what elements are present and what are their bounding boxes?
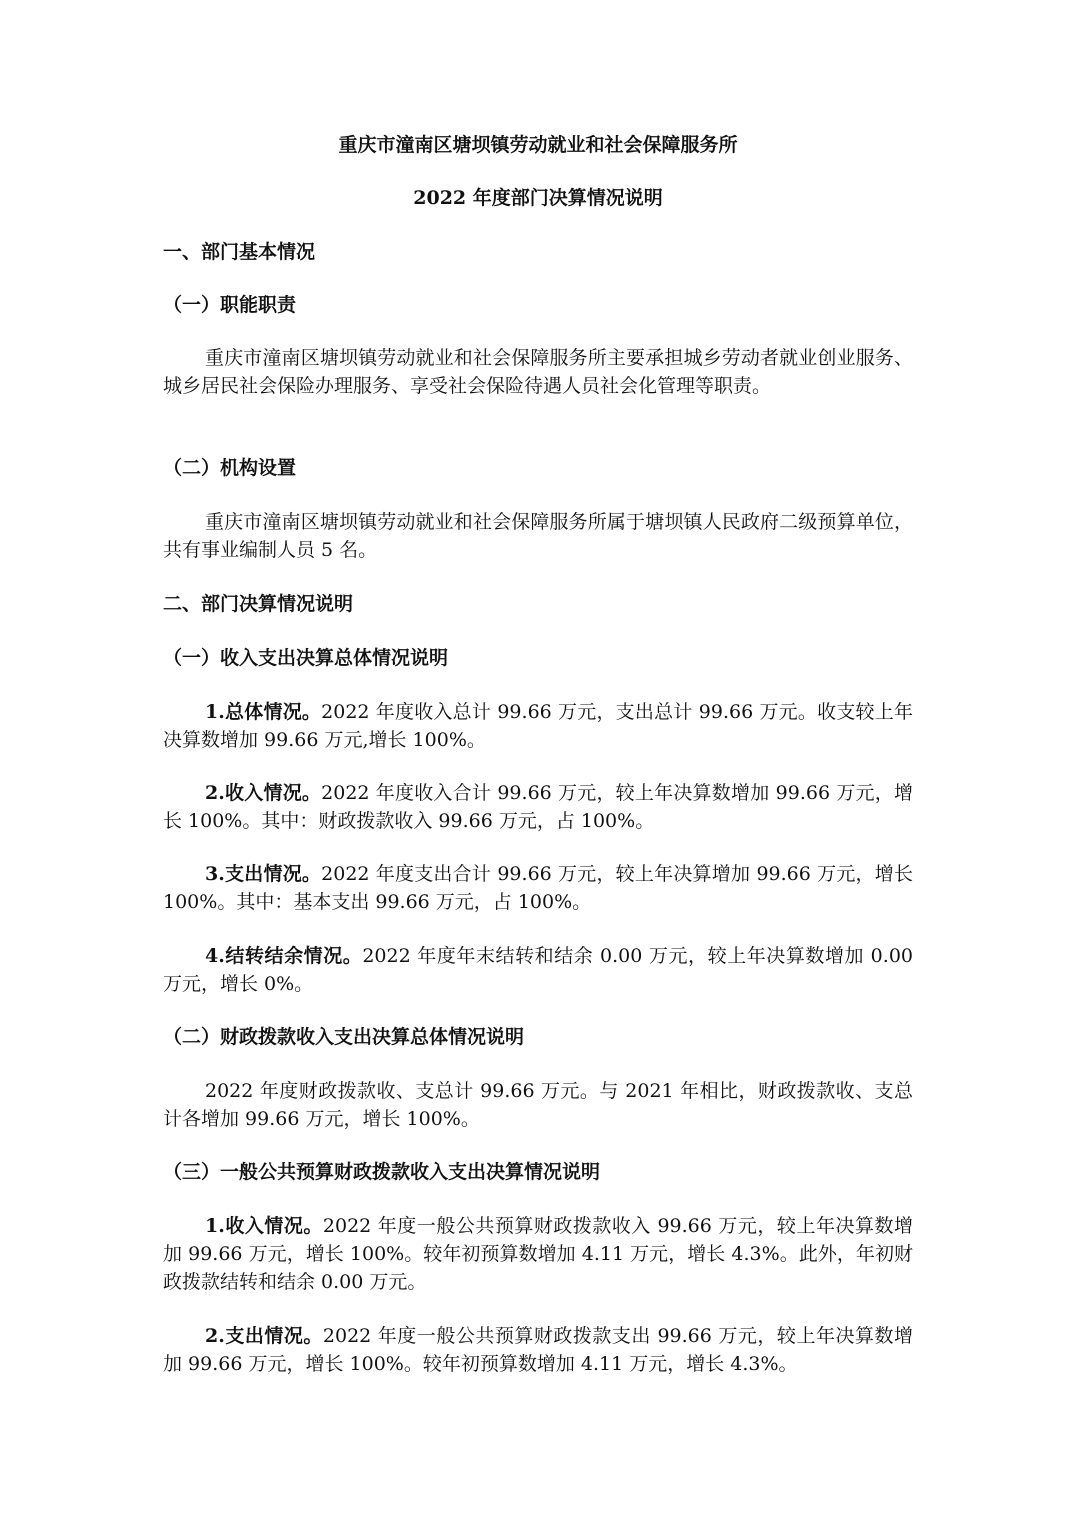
paragraph-body: 2022 年度收入合计 99.66 万元，较上年决算数增加 99.66 万元，增长 100%。其中：财政拨款收入 99.66 万元，占 100%。 [163, 782, 913, 832]
paragraph-lead: 3.支出情况。 [205, 863, 322, 885]
paragraph-lead: 1.总体情况。 [205, 701, 322, 723]
paragraph-organization: 重庆市潼南区塘坝镇劳动就业和社会保障服务所属于塘坝镇人民政府二级预算单位，共有事业编制人员 5 名。 [163, 511, 913, 561]
document-title: 重庆市潼南区塘坝镇劳动就业和社会保障服务所 [338, 134, 738, 156]
paragraph-body: 2022 年度支出合计 99.66 万元，较上年决算增加 99.66 万元，增长 100%。其中：基本支出 99.66 万元，占 100%。 [163, 863, 913, 913]
subsection-heading-organization: （二）机构设置 [163, 457, 297, 479]
paragraph-fiscal-appropriation: 2022 年度财政拨款收、支总计 99.66 万元。与 2021 年相比，财政拨款收、支总计各增加 99.66 万元，增长 100%。 [163, 1080, 913, 1130]
paragraph-lead: 2.支出情况。 [205, 1325, 323, 1347]
section-heading-basic-info: 一、部门基本情况 [163, 241, 316, 263]
paragraph-overall [163, 698, 913, 754]
paragraph-expense [163, 860, 913, 916]
paragraph-gpb-expense [163, 1322, 913, 1378]
paragraph-gpb-income [163, 1212, 913, 1296]
paragraph-body: 2022 年度一般公共预算财政拨款收入 99.66 万元，较上年决算数增加 99.66 万元，增长 100%。较年初预算数增加 4.11 万元，增长 4.3%。此外，年初财政拨款结转和结余 0.00 万元。 [163, 1215, 913, 1293]
paragraph-body: 2022 年度收入总计 99.66 万元，支出总计 99.66 万元。收支较上年决算数增加 99.66 万元,增长 100%。 [163, 701, 913, 751]
subsection-heading-general-public-budget: （三）一般公共预算财政拨款收入支出决算情况说明 [163, 1161, 601, 1183]
subsection-heading-fiscal-appropriation: （二）财政拨款收入支出决算总体情况说明 [163, 1026, 525, 1048]
paragraph-body: 2022 年度年末结转和结余 0.00 万元，较上年决算数增加 0.00 万元，增长 0%。 [163, 945, 913, 995]
paragraph-lead: 4.结转结余情况。 [205, 945, 363, 967]
paragraph-lead: 2.收入情况。 [205, 782, 322, 804]
subsection-heading-functions: （一）职能职责 [163, 294, 297, 316]
section-heading-final-accounts: 二、部门决算情况说明 [163, 593, 354, 615]
paragraph-functions: 重庆市潼南区塘坝镇劳动就业和社会保障服务所主要承担城乡劳动者就业创业服务、城乡居民社会保险办理服务、享受社会保险待遇人员社会化管理等职责。 [163, 347, 913, 397]
document-subtitle: 2022 年度部门决算情况说明 [413, 187, 663, 209]
paragraph-lead: 1.收入情况。 [205, 1215, 323, 1237]
paragraph-carryover [163, 942, 913, 998]
subsection-heading-income-expense-overall: （一）收入支出决算总体情况说明 [163, 647, 449, 669]
paragraph-body: 2022 年度一般公共预算财政拨款支出 99.66 万元，较上年决算数增加 99.66 万元，增长 100%。较年初预算数增加 4.11 万元，增长 4.3%。 [163, 1325, 913, 1375]
document-page [163, 0, 913, 1521]
paragraph-income [163, 779, 913, 835]
